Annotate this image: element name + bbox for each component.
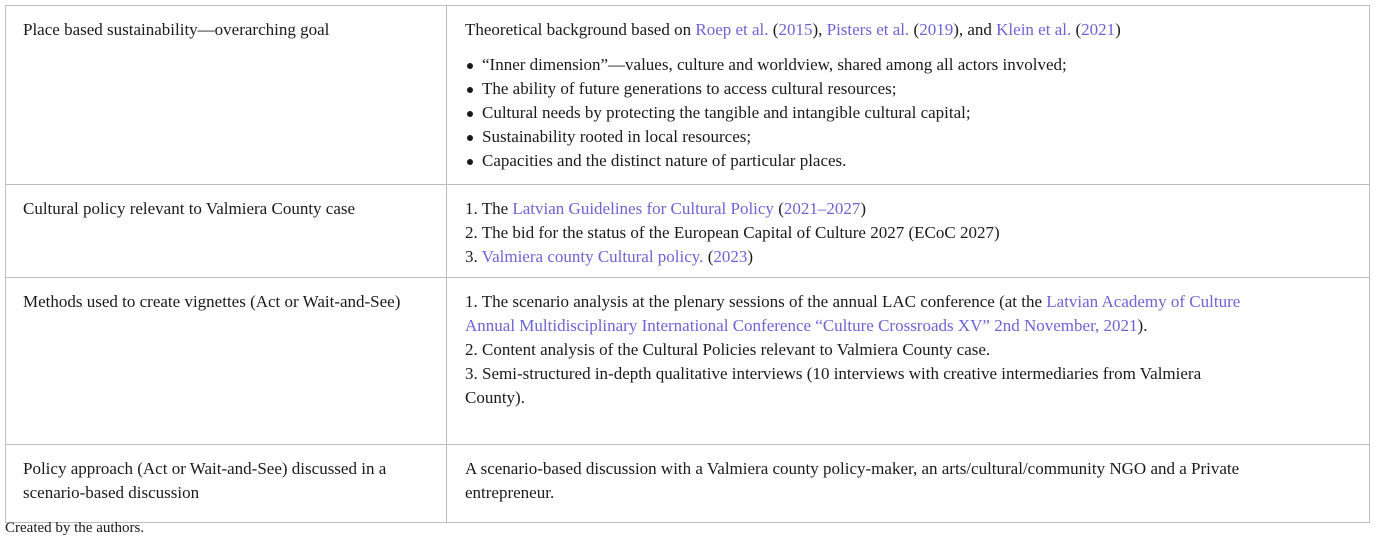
list-item: 2. The bid for the status of the European Capital of Culture 2027 (ECoC 2027) [465, 223, 1000, 242]
reference-link[interactable]: Klein et al. [996, 20, 1072, 39]
row-label: Place based sustainability—overarching goal [6, 6, 447, 185]
row-label: Cultural policy relevant to Valmiera County case [6, 185, 447, 278]
reference-year-link[interactable]: 2023 [713, 247, 748, 266]
policy-link[interactable]: Valmiera county Cultural policy. [481, 247, 704, 266]
table-row [6, 6, 1370, 185]
reference-link[interactable]: Pisters et al. [826, 20, 910, 39]
row-label: Methods used to create vignettes (Act or Wait-and-See) [6, 278, 447, 445]
bullet-list [465, 53, 1249, 173]
conference-link[interactable]: Latvian Academy of Culture Annual Multidisciplinary International Conference “Culture Crossroads XV” 2nd November, 2021 [465, 292, 1241, 335]
list-item: 3. Valmiera county Cultural policy. (2023) [465, 247, 754, 266]
row-content [447, 278, 1370, 445]
list-item: Sustainability rooted in local resources; [465, 125, 1249, 149]
reference-link[interactable]: Roep et al. [695, 20, 769, 39]
row-content [447, 6, 1370, 185]
list-item: 1. The Latvian Guidelines for Cultural Policy (2021–2027) [465, 199, 867, 218]
row-content [447, 185, 1370, 278]
table-row [6, 278, 1370, 445]
list-item: Cultural needs by protecting the tangible and intangible cultural capital; [465, 101, 1249, 125]
table-row [6, 185, 1370, 278]
list-item: 3. Semi-structured in-depth qualitative interviews (10 interviews with creative intermediaries from Valmiera County). [465, 364, 1202, 407]
theoretical-background-text: Theoretical background based on Roep et al. (2015), Pisters et al. (2019), and Klein et al. (2021) [465, 20, 1121, 39]
reference-year-link[interactable]: 2021 [1081, 20, 1116, 39]
table-row [6, 445, 1370, 523]
table-footnote: Created by the authors. [5, 520, 145, 536]
reference-year-link[interactable]: 2015 [778, 20, 813, 39]
list-item: Capacities and the distinct nature of particular places. [465, 149, 1249, 173]
policy-link[interactable]: Latvian Guidelines for Cultural Policy [512, 199, 774, 218]
list-item: 2. Content analysis of the Cultural Policies relevant to Valmiera County case. [465, 340, 991, 359]
row-label: Policy approach (Act or Wait-and-See) discussed in a scenario-based discussion [6, 445, 447, 523]
list-item: “Inner dimension”—values, culture and worldview, shared among all actors involved; [465, 53, 1249, 77]
framework-table [5, 5, 1370, 523]
reference-year-link[interactable]: 2021–2027 [783, 199, 861, 218]
reference-year-link[interactable]: 2019 [919, 20, 954, 39]
list-item: 1. The scenario analysis at the plenary sessions of the annual LAC conference (at the Latvian Academy of Culture Annual Multidisciplinary International Conference “Culture Crossroads XV” 2nd November, 2021). [465, 292, 1241, 335]
row-content: A scenario-based discussion with a Valmiera county policy-maker, an arts/cultural/community NGO and a Private entrepreneur. [447, 445, 1370, 523]
list-item: The ability of future generations to access cultural resources; [465, 77, 1249, 101]
